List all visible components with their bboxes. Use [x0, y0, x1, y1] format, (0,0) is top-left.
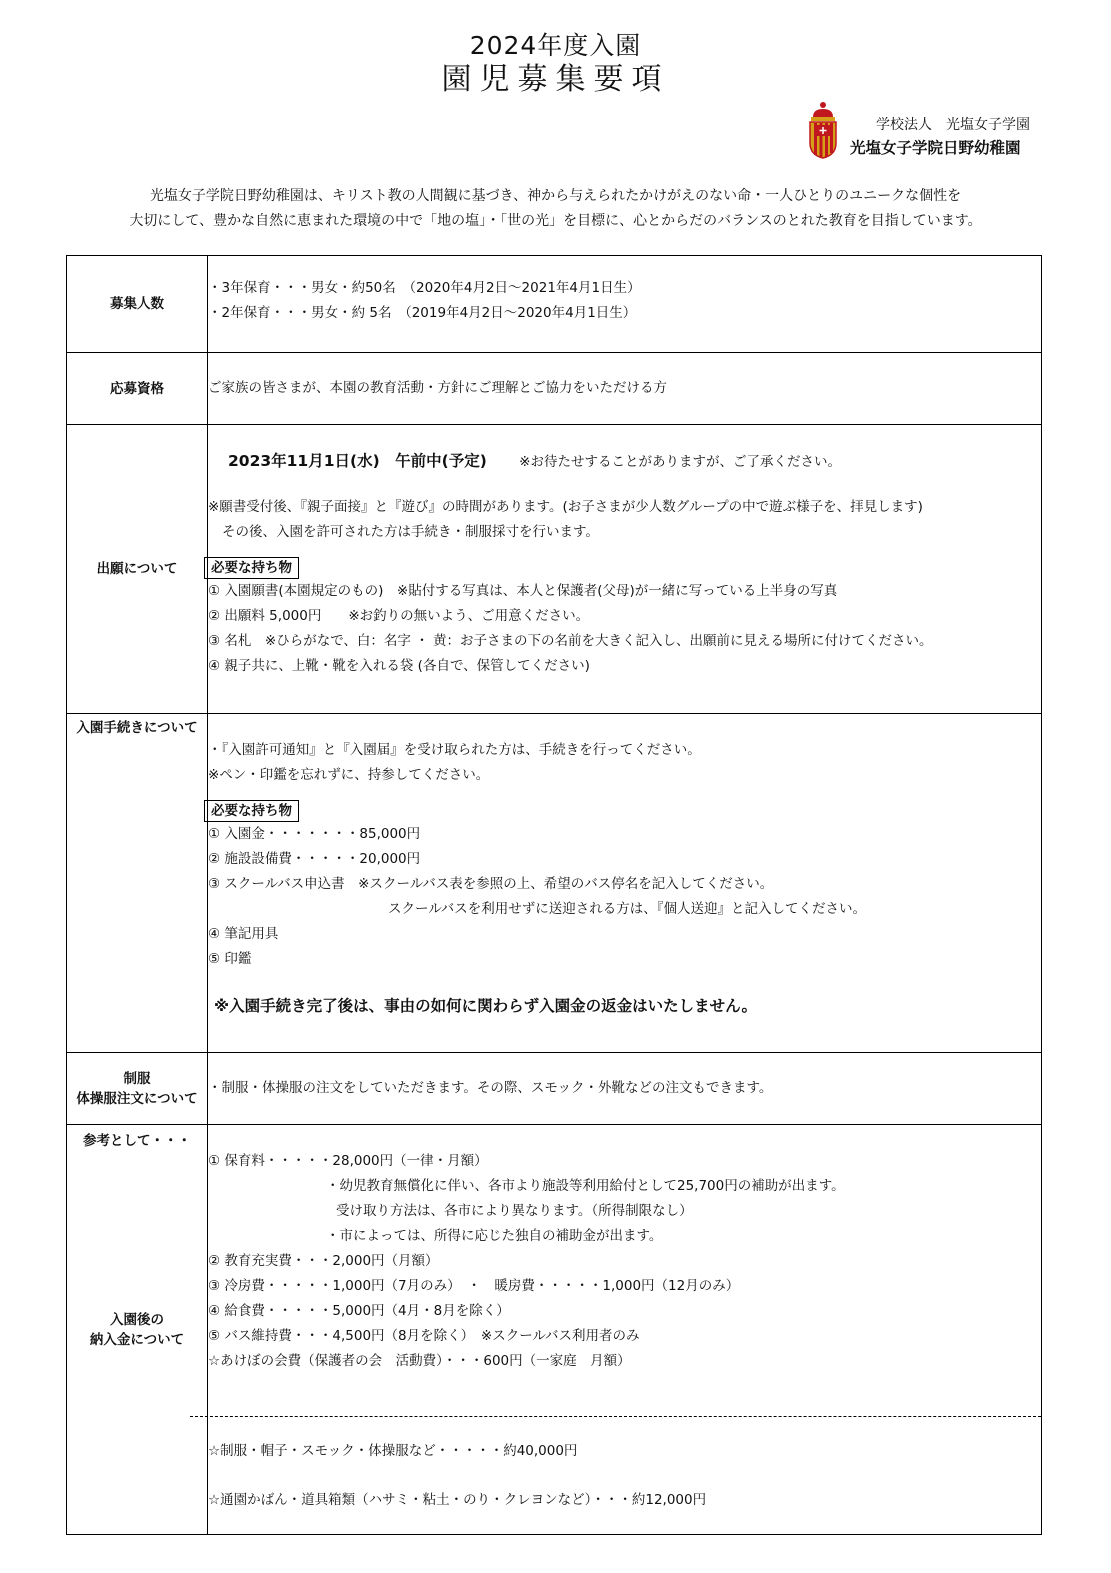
- seifuku-text: ・制服・体操服の注文をしていただきます。その際、スモック・外靴などの注文もできます。: [208, 1080, 773, 1096]
- list-item: ・幼児教育無償化に伴い、各市より施設等利用給付として25,700円の補助が出ます。: [326, 1178, 845, 1194]
- row-label: 出願について: [67, 425, 208, 714]
- shutsugan-note: ※願書受付後、『親子面接』と『遊び』の時間があります。(お子さまが少人数グループの中で遊ぶ様子を、拝見します): [208, 499, 923, 515]
- requirements-table: [66, 255, 1042, 1535]
- tetsuzuki-line: ・『入園許可通知』と『入園届』を受け取られた方は、手続きを行ってください。: [208, 742, 701, 758]
- row-label: 応募資格: [67, 353, 208, 425]
- row-seifuku: [67, 1053, 1042, 1125]
- list-item: ② 施設設備費・・・・・20,000円: [208, 851, 421, 867]
- row-shikaku: [67, 353, 1042, 425]
- list-item: ① 入園金・・・・・・・85,000円: [208, 826, 421, 842]
- intro-line: 大切にして、豊かな自然に恵まれた環境の中で「地の塩」・「世の光」を目標に、心とからだのバランスのとれた教育を目指しています。: [129, 213, 982, 229]
- refund-warning: ※入園手続き完了後は、事由の如何に関わらず入園金の返金はいたしません。: [214, 997, 758, 1015]
- list-item: ④ 筆記用具: [208, 926, 279, 942]
- row-nyukin: [67, 1125, 1042, 1535]
- title-year: 2024年度入園: [469, 31, 642, 60]
- boshu-line: ・2年保育・・・男女・約 5名 （2019年4月2日～2020年4月1日生）: [208, 305, 637, 321]
- list-item: 受け取り方法は、各市により異なります。（所得制限なし）: [336, 1203, 693, 1219]
- row-shutsugan: [67, 425, 1042, 714]
- row-label: 募集人数: [67, 256, 208, 353]
- row-label: 体操服注文について: [76, 1090, 198, 1107]
- intro-text: [0, 184, 1111, 234]
- shutsugan-date-note: ※お待たせすることがありますが、ご了承ください。: [519, 454, 841, 470]
- items-label: 必要な持ち物: [204, 800, 299, 822]
- list-item: ⑤ 印鑑: [208, 951, 252, 967]
- list-item: ③ スクールバス申込書 ※スクールバス表を参照の上、希望のバス停名を記入してください。: [208, 876, 774, 892]
- tetsuzuki-line: ※ペン・印鑑を忘れずに、持参してください。: [208, 767, 490, 783]
- row-label: 納入金について: [89, 1331, 185, 1348]
- list-item: ④ 親子共に、上靴・靴を入れる袋 (各自で、保管してください): [208, 658, 590, 674]
- shutsugan-note: その後、入園を許可された方は手続き・制服採寸を行います。: [222, 524, 599, 540]
- boshu-line: ・3年保育・・・男女・約50名 （2020年4月2日～2021年4月1日生）: [208, 280, 641, 296]
- row-label-top: 参考として・・・: [83, 1133, 191, 1149]
- list-item: ☆あけぼの会費（保護者の会 活動費）・・・600円（一家庭 月額）: [208, 1353, 631, 1369]
- items-label: 必要な持ち物: [204, 557, 299, 579]
- list-item: ⑤ バス維持費・・・4,500円（8月を除く） ※スクールバス利用者のみ: [208, 1328, 640, 1344]
- extra-cost: ☆通園かばん・道具箱類（ハサミ・粘土・のり・クレヨンなど）・・・約12,000円: [208, 1492, 707, 1508]
- list-item: ③ 冷房費・・・・・1,000円（7月のみ） ・ 暖房費・・・・・1,000円（12月のみ）: [208, 1278, 740, 1294]
- row-label: 制服: [123, 1070, 151, 1087]
- row-tetsuzuki: [67, 714, 1042, 1053]
- shutsugan-date: 2023年11月1日(水) 午前中(予定): [228, 452, 487, 470]
- list-item: ② 出願料 5,000円 ※お釣りの無いよう、ご用意ください。: [208, 608, 590, 624]
- list-item: ① 保育料・・・・・28,000円（一律・月額）: [208, 1153, 488, 1169]
- list-item: ・市によっては、所得に応じた独自の補助金が出ます。: [326, 1228, 663, 1244]
- list-item: ② 教育充実費・・・2,000円（月額）: [208, 1253, 439, 1269]
- row-label: 入園後の: [110, 1311, 164, 1328]
- shikaku-text: ご家族の皆さまが、本園の教育活動・方針にご理解とご協力をいただける方: [208, 380, 667, 396]
- org-name: 学校法人 光塩女子学園: [876, 117, 1030, 133]
- intro-line: 光塩女子学院日野幼稚園は、キリスト教の人間観に基づき、神から与えられたかけがえのない命・一人ひとりのユニークな個性を: [149, 188, 962, 204]
- page-title: 園児募集要項: [441, 62, 670, 97]
- list-item: ③ 名札 ※ひらがなで、白：名字 ・ 黄：お子さまの下の名前を大きく記入し、出願前に見える場所に付けてください。: [208, 633, 933, 649]
- dashed-divider: [190, 1416, 1041, 1417]
- list-item: ① 入園願書(本園規定のもの) ※貼付する写真は、本人と保護者(父母)が一緒に写っている上半身の写真: [208, 583, 838, 599]
- extra-cost: ☆制服・帽子・スモック・体操服など・・・・・約40,000円: [208, 1443, 578, 1459]
- row-boshu: [67, 256, 1042, 353]
- school-crest-icon: [807, 101, 839, 159]
- row-label: 入園手続きについて: [67, 714, 208, 1053]
- list-item: ④ 給食費・・・・・5,000円（4月・8月を除く）: [208, 1303, 510, 1319]
- school-name: 光塩女子学院日野幼稚園: [850, 139, 1021, 157]
- list-item: スクールバスを利用せずに送迎される方は、『個人送迎』と記入してください。: [388, 901, 867, 917]
